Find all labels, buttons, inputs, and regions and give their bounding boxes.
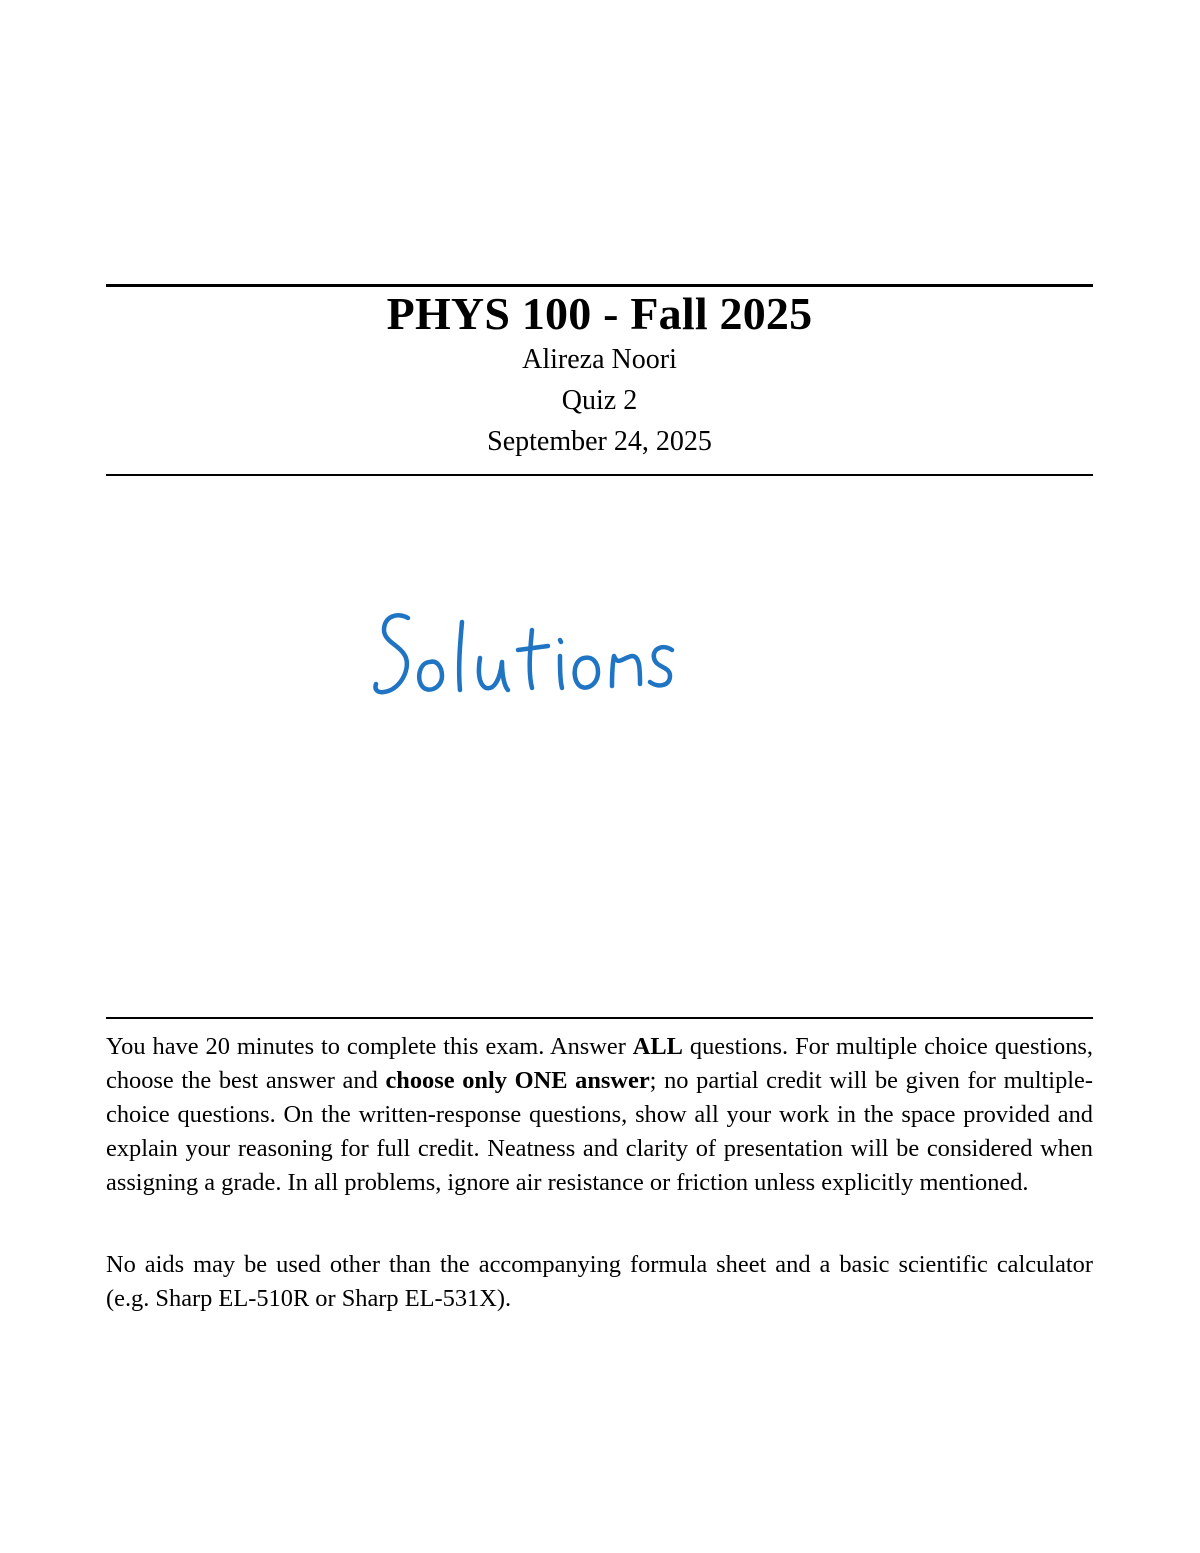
exam-date: September 24, 2025	[487, 426, 712, 457]
instructions-emphasis-choose-one: choose only ONE answer	[385, 1067, 650, 1094]
exam-instructions-paragraph	[106, 1030, 1093, 1200]
aids-policy-paragraph: No aids may be used other than the accompanying formula sheet and a basic scientific calculator (e.g. Sharp EL-510R or Sharp EL-531X).	[106, 1251, 1093, 1312]
title-top-rule	[106, 284, 1093, 287]
instructions-emphasis-all: ALL	[632, 1033, 683, 1060]
instructions-text: You have 20 minutes to complete this exam. Answer	[106, 1033, 633, 1060]
handwritten-solutions-annotation	[370, 600, 690, 710]
instructions-text: questions. For multiple choice questions, choose the best answer and	[106, 1033, 1093, 1094]
title-bottom-rule	[106, 474, 1093, 476]
instructions-text: ; no partial credit will be given for multiple-choice questions. On the written-response questions, show all your work in the space provided and explain your reasoning for full credit. Neatness and clarity of presentation will be considered when assigning a grade. In all problems, ignore air resistance or friction unless explicitly mentioned.	[106, 1067, 1094, 1196]
instructor-name: Alireza Noori	[522, 344, 677, 375]
assessment-name: Quiz 2	[561, 385, 638, 416]
course-title: PHYS 100 - Fall 2025	[386, 288, 813, 339]
instructions-top-rule	[106, 1017, 1093, 1019]
